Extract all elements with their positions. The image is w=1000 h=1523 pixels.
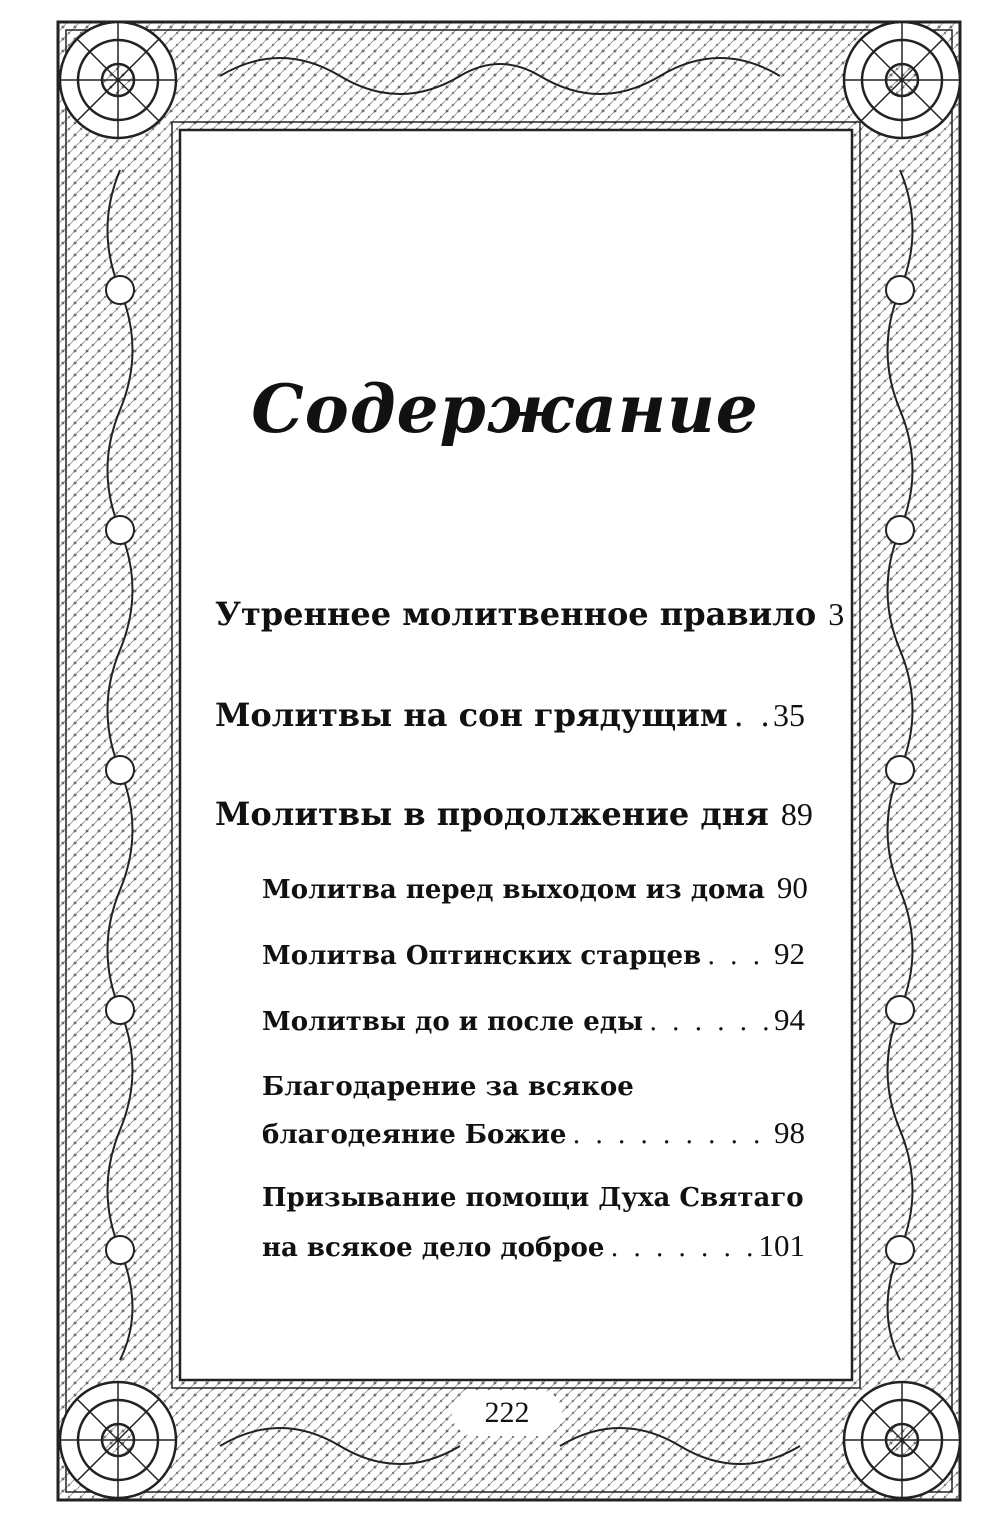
toc-subentry-leaving-home[interactable] xyxy=(262,870,808,906)
toc-entry-page: 89 xyxy=(780,796,813,832)
dot-leader xyxy=(707,941,768,971)
content-area xyxy=(190,140,845,1370)
toc-entry-page: 3 xyxy=(828,596,845,632)
toc-subentry-holy-spirit-line1: Призывание помощи Духа Святаго xyxy=(262,1183,804,1213)
toc-subentry-thanksgiving-line1: Благодарение за всякое xyxy=(262,1072,634,1102)
page-title: Содержание xyxy=(251,370,759,448)
toc-subentry-holy-spirit[interactable] xyxy=(262,1228,805,1264)
toc-subentry-meals[interactable] xyxy=(262,1002,805,1038)
toc-entry-label: Молитвы в продолжение дня xyxy=(215,795,769,833)
toc-entry-label: Молитвы до и после еды xyxy=(262,1007,644,1037)
toc-subentry-optina[interactable] xyxy=(262,936,805,972)
toc-entry-page: 35 xyxy=(773,697,805,733)
page-number: 222 xyxy=(452,1390,562,1436)
toc-entry-page: 92 xyxy=(774,936,805,971)
dot-leader xyxy=(649,1007,768,1037)
toc-entry-page: 90 xyxy=(776,870,808,905)
toc-entry-daytime[interactable] xyxy=(215,795,813,833)
toc-entry-label: на всякое дело доброе xyxy=(262,1233,605,1263)
dot-leader xyxy=(610,1233,752,1263)
toc-entry-label: Молитва перед выходом из дома xyxy=(262,875,765,905)
toc-entry-evening[interactable] xyxy=(215,696,805,734)
toc-entry-morning[interactable] xyxy=(215,595,845,633)
toc-entry-label: Утреннее молитвенное правило xyxy=(215,595,817,633)
toc-subentry-thanksgiving[interactable] xyxy=(262,1115,805,1151)
toc-entry-page: 98 xyxy=(774,1115,805,1150)
toc-entry-label: Молитвы на сон грядущим xyxy=(215,696,728,734)
toc-entry-label: Молитва Оптинских старцев xyxy=(262,941,702,971)
dot-leader xyxy=(572,1120,768,1150)
toc-entry-page: 94 xyxy=(774,1002,805,1037)
toc-entry-label: благодеяние Божие xyxy=(262,1120,567,1150)
dot-leader xyxy=(734,696,767,734)
toc-entry-page: 101 xyxy=(758,1228,805,1263)
